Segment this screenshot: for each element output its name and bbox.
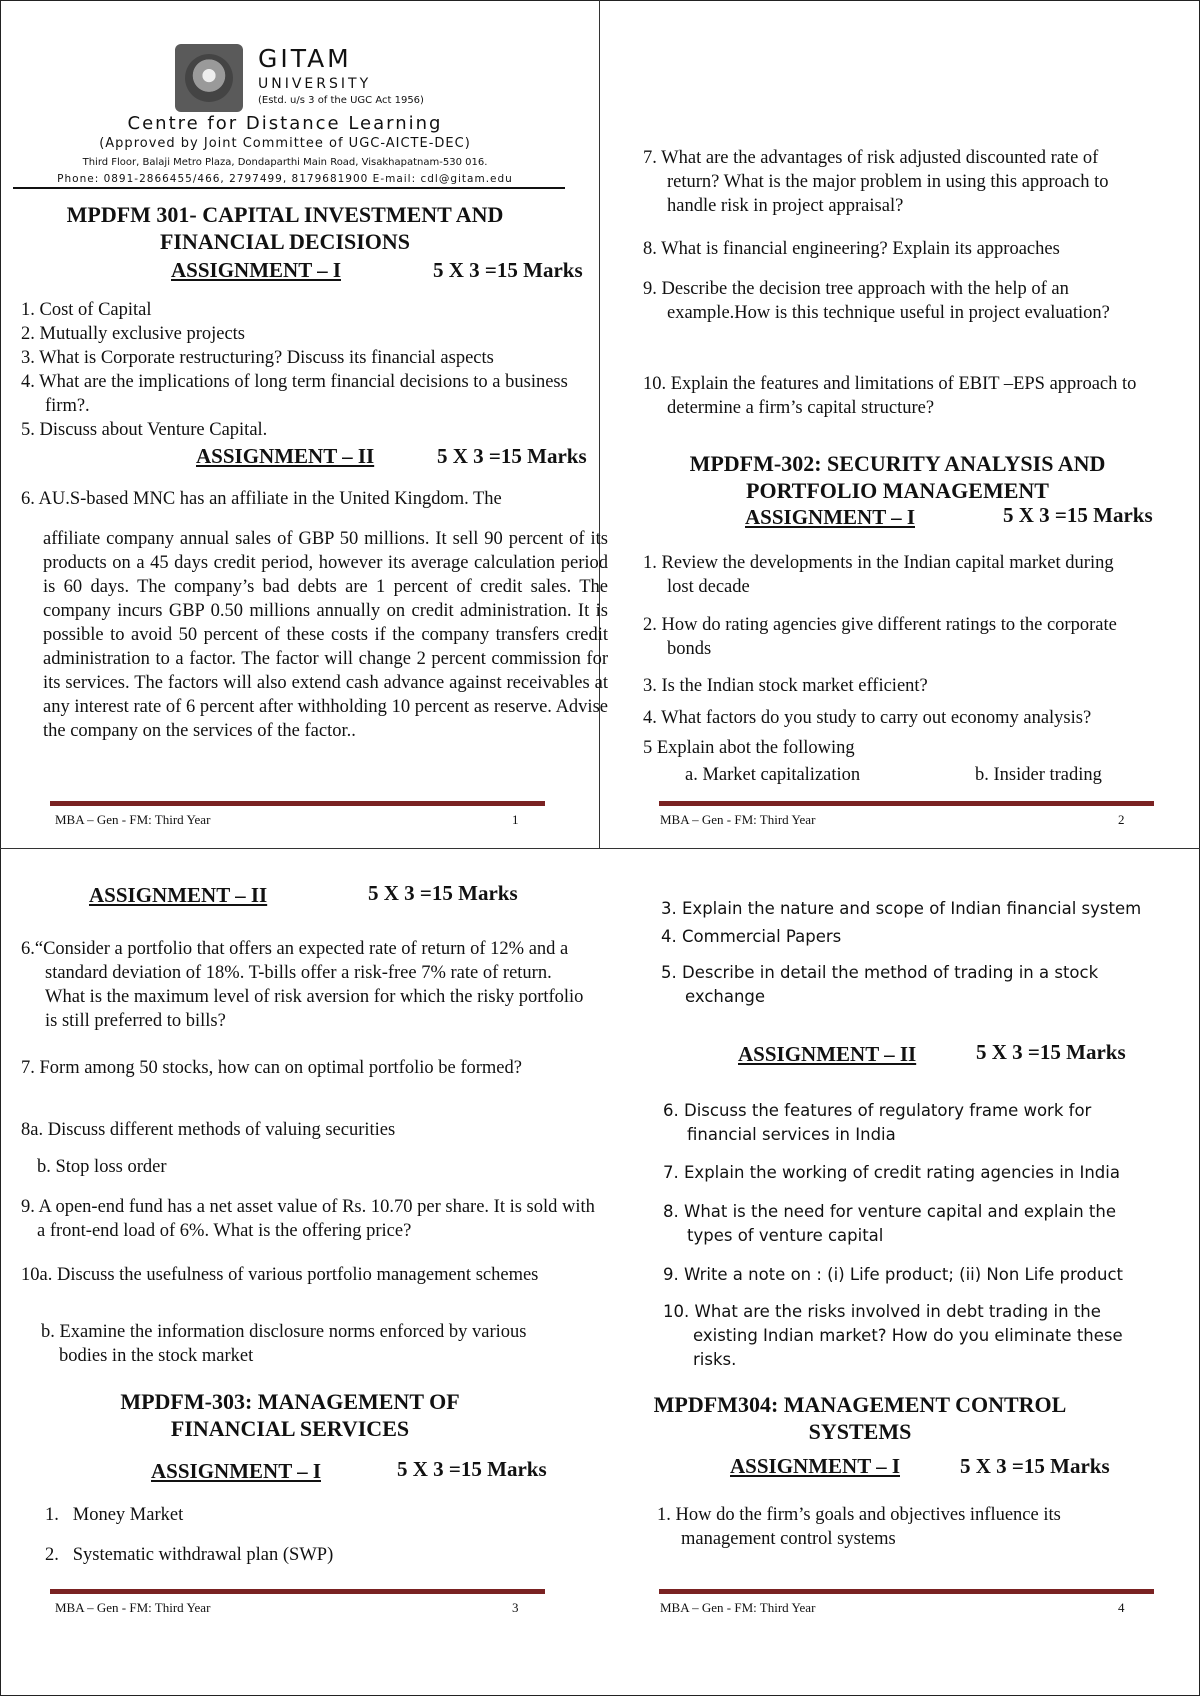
- address: Third Floor, Balaji Metro Plaza, Dondaparthi Main Road, Visakhapatnam-530 016.: [82, 157, 488, 168]
- list-item: [663, 1200, 1157, 1248]
- item-text: What are the risks involved in debt trading in the existing Indian market? How do you eliminate these risks.: [693, 1302, 1123, 1369]
- item-number: 2.: [21, 324, 35, 344]
- list-item: [661, 897, 1200, 921]
- question-10b: b. Examine the information disclosure norms enforced by various bodies in the stock market: [41, 1322, 527, 1366]
- list-item: [663, 1300, 1163, 1372]
- assignment-2-heading: ASSIGNMENT – II: [196, 444, 375, 468]
- item-number: 8.: [643, 239, 657, 259]
- item-text: Explain abot the following: [656, 738, 855, 758]
- page-number: 4: [1118, 1600, 1125, 1615]
- subject-title: [5, 201, 565, 255]
- list-item: [45, 1503, 183, 1527]
- gitam-logo: [175, 44, 243, 112]
- centre-name: Centre for Distance Learning: [127, 113, 443, 134]
- item-number: 9.: [663, 1265, 679, 1284]
- subject-title-line-2: FINANCIAL SERVICES: [170, 1416, 410, 1441]
- marks-label: 5 X 3 =15 Marks: [437, 444, 587, 468]
- marks-label: 5 X 3 =15 Marks: [1003, 503, 1153, 527]
- item-text: Is the Indian stock market efficient?: [661, 676, 928, 696]
- subject-title: [605, 450, 1190, 504]
- assignment-1-heading: ASSIGNMENT – I: [730, 1454, 900, 1478]
- assignment-1-heading: ASSIGNMENT – I: [745, 505, 915, 529]
- item-text: What are the implications of long term financial decisions to a business firm?.: [39, 372, 568, 416]
- item-text: Systematic withdrawal plan (SWP): [72, 1545, 334, 1565]
- list-item: [21, 1056, 585, 1080]
- emblem-icon: [185, 54, 233, 102]
- item-text: Form among 50 stocks, how can on optimal portfolio be formed?: [39, 1058, 522, 1078]
- item-text: Cost of Capital: [39, 300, 152, 320]
- footer-bar: [50, 801, 545, 806]
- item-text: Discuss about Venture Capital.: [39, 420, 268, 440]
- item-text: What are the advantages of risk adjusted discounted rate of return? What is the major problem in using this approach to handle risk in project appraisal?: [661, 148, 1109, 216]
- list-item: [643, 372, 1147, 420]
- list-item: [643, 736, 1187, 760]
- item-number: 6.: [663, 1101, 679, 1120]
- footer-course: MBA – Gen - FM: Third Year: [660, 1600, 816, 1615]
- question-9: 9. A open-end fund has a net asset value of Rs. 10.70 per share. It is sold with a front-end load of 6%. What is the offering price?: [21, 1197, 595, 1241]
- subject-title-line-1: MPDFM304: MANAGEMENT CONTROL: [653, 1392, 1067, 1417]
- item-text: Describe in detail the method of trading in a stock exchange: [682, 963, 1099, 1006]
- item-number: 2.: [643, 615, 657, 635]
- assignment-2-heading: ASSIGNMENT – II: [89, 883, 268, 907]
- approval-note: (Approved by Joint Committee of UGC-AICTE-DEC): [99, 136, 471, 151]
- item-text: What is financial engineering? Explain its approaches: [661, 239, 1060, 259]
- marks-label: 5 X 3 =15 Marks: [976, 1040, 1126, 1064]
- list-item: [643, 613, 1137, 661]
- item-number: 6.: [21, 939, 35, 959]
- item-number: 4.: [21, 372, 35, 392]
- item-text: What is Corporate restructuring? Discuss its financial aspects: [39, 348, 494, 368]
- page-2: [605, 0, 1195, 848]
- list-item: [21, 418, 605, 442]
- item-text: Describe the decision tree approach with the help of an example.How is this technique useful in project evaluation?: [661, 279, 1110, 323]
- item-number: 10.: [643, 374, 667, 394]
- university-name: GITAM: [258, 44, 352, 73]
- item-number: 9.: [643, 279, 657, 299]
- header-rule: [13, 187, 565, 189]
- item-number: 3.: [661, 899, 677, 918]
- item-number: 5.: [21, 420, 35, 440]
- item-text: Explain the working of credit rating agencies in India: [684, 1163, 1120, 1182]
- list-item: [643, 674, 1187, 698]
- list-item: [661, 961, 1155, 1009]
- list-item: [643, 146, 1147, 218]
- item-text: Explain the nature and scope of Indian financial system: [682, 899, 1142, 918]
- footer-course: MBA – Gen - FM: Third Year: [660, 812, 816, 827]
- item-number: 1.: [657, 1505, 671, 1525]
- item-number: 1.: [643, 553, 657, 573]
- subject-title-line-1: MPDFM-302: SECURITY ANALYSIS AND: [689, 451, 1106, 476]
- list-item: [643, 237, 1167, 261]
- footer-bar: [659, 1589, 1154, 1594]
- list-item: [21, 322, 605, 346]
- item-number: 7.: [663, 1163, 679, 1182]
- page-number: 2: [1118, 812, 1125, 827]
- footer-bar: [50, 1589, 545, 1594]
- list-item: [663, 1263, 1200, 1287]
- item-number: 1.: [21, 300, 35, 320]
- item-text: Explain the features and limitations of EBIT –EPS approach to determine a firm’s capital structure?: [667, 374, 1137, 418]
- question-8b: b. Stop loss order: [37, 1157, 167, 1177]
- page-4: [605, 849, 1195, 1697]
- list-item: [21, 298, 605, 322]
- question-8a: 8a. Discuss different methods of valuing securities: [21, 1120, 396, 1140]
- item-text: Commercial Papers: [682, 927, 842, 946]
- question-10a: 10a. Discuss the usefulness of various portfolio management schemes: [21, 1265, 539, 1285]
- item-text: How do rating agencies give different ratings to the corporate bonds: [661, 615, 1117, 659]
- item-text: Discuss the features of regulatory frame work for financial services in India: [684, 1101, 1092, 1144]
- assignment-1-heading: ASSIGNMENT – I: [171, 258, 341, 282]
- assignment-1-heading: ASSIGNMENT – I: [151, 1459, 321, 1483]
- item-text: Write a note on : (i) Life product; (ii) Non Life product: [684, 1265, 1124, 1284]
- marks-label: 5 X 3 =15 Marks: [433, 258, 583, 282]
- subject-title-line-2: SYSTEMS: [808, 1419, 912, 1444]
- item-text: Money Market: [72, 1505, 184, 1525]
- contact-line: Phone: 0891-2866455/466, 2797499, 8179681900 E-mail: cdl@gitam.edu: [57, 173, 513, 185]
- list-item: [21, 346, 605, 370]
- list-item: [643, 706, 1200, 730]
- page-number: 3: [512, 1600, 519, 1615]
- sub-item-b: b. Insider trading: [975, 765, 1102, 785]
- item-number: 5: [643, 738, 653, 758]
- footer-course: MBA – Gen - FM: Third Year: [55, 812, 211, 827]
- subject-title: [605, 1391, 1115, 1445]
- sub-item-a: a. Market capitalization: [685, 765, 861, 785]
- list-item: [657, 1503, 1151, 1551]
- item-number: 3.: [21, 348, 35, 368]
- list-item: [663, 1161, 1200, 1185]
- item-number: 2.: [45, 1545, 59, 1565]
- item-number: 5.: [661, 963, 677, 982]
- subject-title: [5, 1388, 575, 1442]
- item-text: What is the need for venture capital and explain the types of venture capital: [684, 1202, 1116, 1245]
- marks-label: 5 X 3 =15 Marks: [960, 1454, 1110, 1478]
- item-text: “Consider a portfolio that offers an expected rate of return of 12% and a standard deviation of 18%. T-bills offer a risk-free 7% rate of return. What is the maximum level of risk aversion for which the risky portfolio is still preferred to bills?: [34, 939, 584, 1031]
- question-6-intro: 6. AU.S-based MNC has an affiliate in the United Kingdom. The: [21, 489, 502, 509]
- footer-course: MBA – Gen - FM: Third Year: [55, 1600, 211, 1615]
- list-item: [643, 551, 1137, 599]
- marks-label: 5 X 3 =15 Marks: [368, 881, 518, 905]
- subject-title-line-2: FINANCIAL DECISIONS: [159, 229, 410, 254]
- list-item: [45, 1543, 333, 1567]
- list-item: [663, 1099, 1157, 1147]
- page-1: [5, 0, 608, 848]
- item-number: 1.: [45, 1505, 59, 1525]
- footer-bar: [659, 801, 1154, 806]
- list-item: [21, 937, 585, 1033]
- subject-title-line-2: PORTFOLIO MANAGEMENT: [746, 478, 1049, 503]
- list-item: [661, 925, 1200, 949]
- item-text: How do the firm’s goals and objectives influence its management control systems: [675, 1505, 1061, 1549]
- estd-note: (Estd. u/s 3 of the UGC Act 1956): [258, 95, 424, 106]
- subject-title-line-1: MPDFM 301- CAPITAL INVESTMENT AND: [66, 202, 504, 227]
- marks-label: 5 X 3 =15 Marks: [397, 1457, 547, 1481]
- item-number: 10.: [663, 1302, 690, 1321]
- item-number: 4.: [643, 708, 657, 728]
- item-text: What factors do you study to carry out economy analysis?: [661, 708, 1092, 728]
- assignment-2-heading: ASSIGNMENT – II: [738, 1042, 917, 1066]
- item-number: 7.: [21, 1058, 35, 1078]
- university-sub: UNIVERSITY: [258, 76, 372, 92]
- item-number: 3.: [643, 676, 657, 696]
- item-number: 4.: [661, 927, 677, 946]
- page-3: [5, 849, 595, 1697]
- subject-title-line-1: MPDFM-303: MANAGEMENT OF: [120, 1389, 460, 1414]
- page-number: 1: [512, 812, 519, 827]
- item-text: Mutually exclusive projects: [39, 324, 246, 344]
- list-item: [21, 370, 605, 418]
- list-item: [643, 277, 1147, 325]
- question-6-body: affiliate company annual sales of GBP 50 millions. It sell 90 percent of its products on a 45 days credit period, however its average calculation period is 60 days. The company’s bad debts are 1 percent of credit sales. The company incurs GBP 0.50 millions annually on credit administration. It is possible to avoid 50 percent of these costs if the company transfers credit administration to a factor. The factor will change 2 percent commission for its services. The factors will also extend cash advance against receivables at any interest rate of 6 percent after withholding 10 percent as reserve. Advise the company on the services of the factor..: [43, 529, 608, 741]
- item-number: 8.: [663, 1202, 679, 1221]
- item-number: 7.: [643, 148, 657, 168]
- item-text: Review the developments in the Indian capital market during lost decade: [661, 553, 1114, 597]
